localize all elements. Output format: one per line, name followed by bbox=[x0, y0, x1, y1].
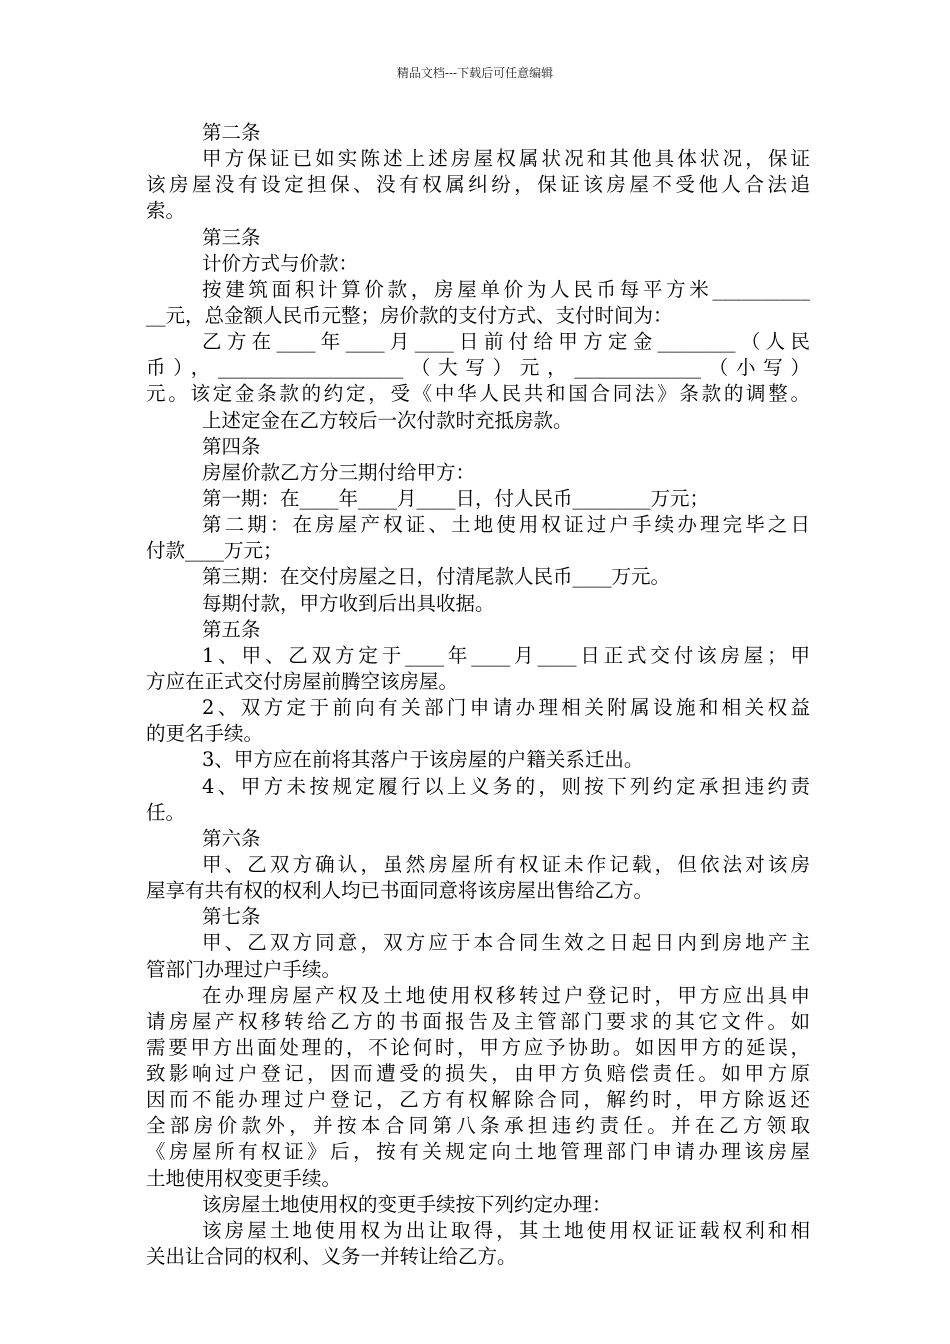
contract-line: 第七条 bbox=[202, 905, 261, 929]
contract-line: __元，总金额人民币元整；房价款的支付方式、支付时间为： bbox=[146, 303, 673, 327]
contract-line: 币），___________________（大写）元，_____________（小写） bbox=[146, 356, 810, 380]
contract-line: 第二条 bbox=[202, 121, 261, 144]
contract-line: 按建筑面积计算价款，房屋单价为人民币每平方米__________ bbox=[202, 277, 810, 301]
page-header: 精品文档---下载后可任意编辑 bbox=[396, 66, 554, 80]
contract-line: 4、甲方未按规定履行以上义务的，则按下列约定承担违约责 bbox=[202, 774, 810, 798]
contract-line: 请房屋产权移转给乙方的书面报告及主管部门要求的其它文件。如 bbox=[146, 1009, 810, 1033]
contract-line: 致影响过户登记，因而遭受的损失，由甲方负赔偿责任。如甲方原 bbox=[146, 1062, 810, 1086]
contract-line: 任。 bbox=[146, 800, 186, 824]
contract-line: 2、双方定于前向有关部门申请办理相关附属设施和相关权益 bbox=[202, 696, 810, 720]
contract-line: 方应在正式交付房屋前腾空该房屋。 bbox=[146, 669, 459, 693]
contract-line: 3、甲方应在前将其落户于该房屋的户籍关系迁出。 bbox=[202, 748, 644, 772]
contract-line: 每期付款，甲方收到后出具收据。 bbox=[202, 591, 495, 615]
contract-line: 的更名手续。 bbox=[146, 722, 264, 746]
contract-line: 第三条 bbox=[202, 225, 261, 249]
contract-line: 甲方保证已如实陈述上述房屋权属状况和其他具体状况，保证 bbox=[202, 147, 810, 171]
contract-line: 甲、乙双方确认，虽然房屋所有权证未作记载，但依法对该房 bbox=[202, 852, 810, 876]
contract-line: 甲、乙双方同意，双方应于本合同生效之日起日内到房地产主 bbox=[202, 931, 810, 955]
contract-line: 《房屋所有权证》后，按有关规定向土地管理部门申请办理该房屋 bbox=[146, 1140, 810, 1164]
contract-line: 管部门办理过户手续。 bbox=[146, 957, 342, 981]
contract-line: 在办理房屋产权及土地使用权移转过户登记时，甲方应出具申 bbox=[202, 983, 810, 1007]
contract-line: 土地使用权变更手续。 bbox=[146, 1166, 342, 1190]
contract-line: 第五条 bbox=[202, 617, 261, 641]
contract-line: 计价方式与价款： bbox=[202, 251, 359, 275]
contract-line: 第一期：在____年____月____日，付人民币________万元； bbox=[202, 486, 710, 510]
contract-line: 第四条 bbox=[202, 434, 261, 458]
contract-line: 第六条 bbox=[202, 826, 261, 850]
contract-line: 屋享有共有权的权利人均已书面同意将该房屋出售给乙方。 bbox=[146, 879, 654, 903]
contract-line: 索。 bbox=[146, 199, 186, 223]
contract-line: 因而不能办理过户登记，乙方有权解除合同，解约时，甲方除返还 bbox=[146, 1088, 810, 1112]
contract-line: 上述定金在乙方较后一次付款时充抵房款。 bbox=[202, 408, 573, 432]
contract-line: 关出让合同的权利、义务一并转让给乙方。 bbox=[146, 1245, 517, 1269]
contract-line: 房屋价款乙方分三期付给甲方： bbox=[202, 460, 476, 484]
contract-line: 第三期：在交付房屋之日，付清尾款人民币____万元。 bbox=[202, 565, 671, 589]
contract-line: 付款____万元； bbox=[146, 539, 283, 563]
contract-line: 该房屋土地使用权的变更手续按下列约定办理： bbox=[202, 1192, 612, 1216]
contract-body bbox=[146, 120, 810, 1270]
contract-line: 需要甲方出面处理的，不论何时，甲方应予协助。如因甲方的延误， bbox=[146, 1035, 810, 1059]
contract-line: 第二期：在房屋产权证、土地使用权证过户手续办理完毕之日 bbox=[202, 513, 810, 537]
contract-line: 该房屋土地使用权为出让取得，其土地使用权证证载权利和相 bbox=[202, 1218, 810, 1242]
contract-line: 该房屋没有设定担保、没有权属纠纷，保证该房屋不受他人合法追 bbox=[146, 173, 810, 197]
contract-line: 全部房价款外，并按本合同第八条承担违约责任。并在乙方领取 bbox=[146, 1114, 810, 1138]
contract-line: 乙方在____年____月____日前付给甲方定金________（人民 bbox=[202, 330, 810, 354]
contract-line: 元。该定金条款的约定，受《中华人民共和国合同法》条款的调整。 bbox=[146, 382, 810, 406]
contract-line: 1、甲、乙双方定于____年____月____日正式交付该房屋；甲 bbox=[202, 643, 810, 667]
